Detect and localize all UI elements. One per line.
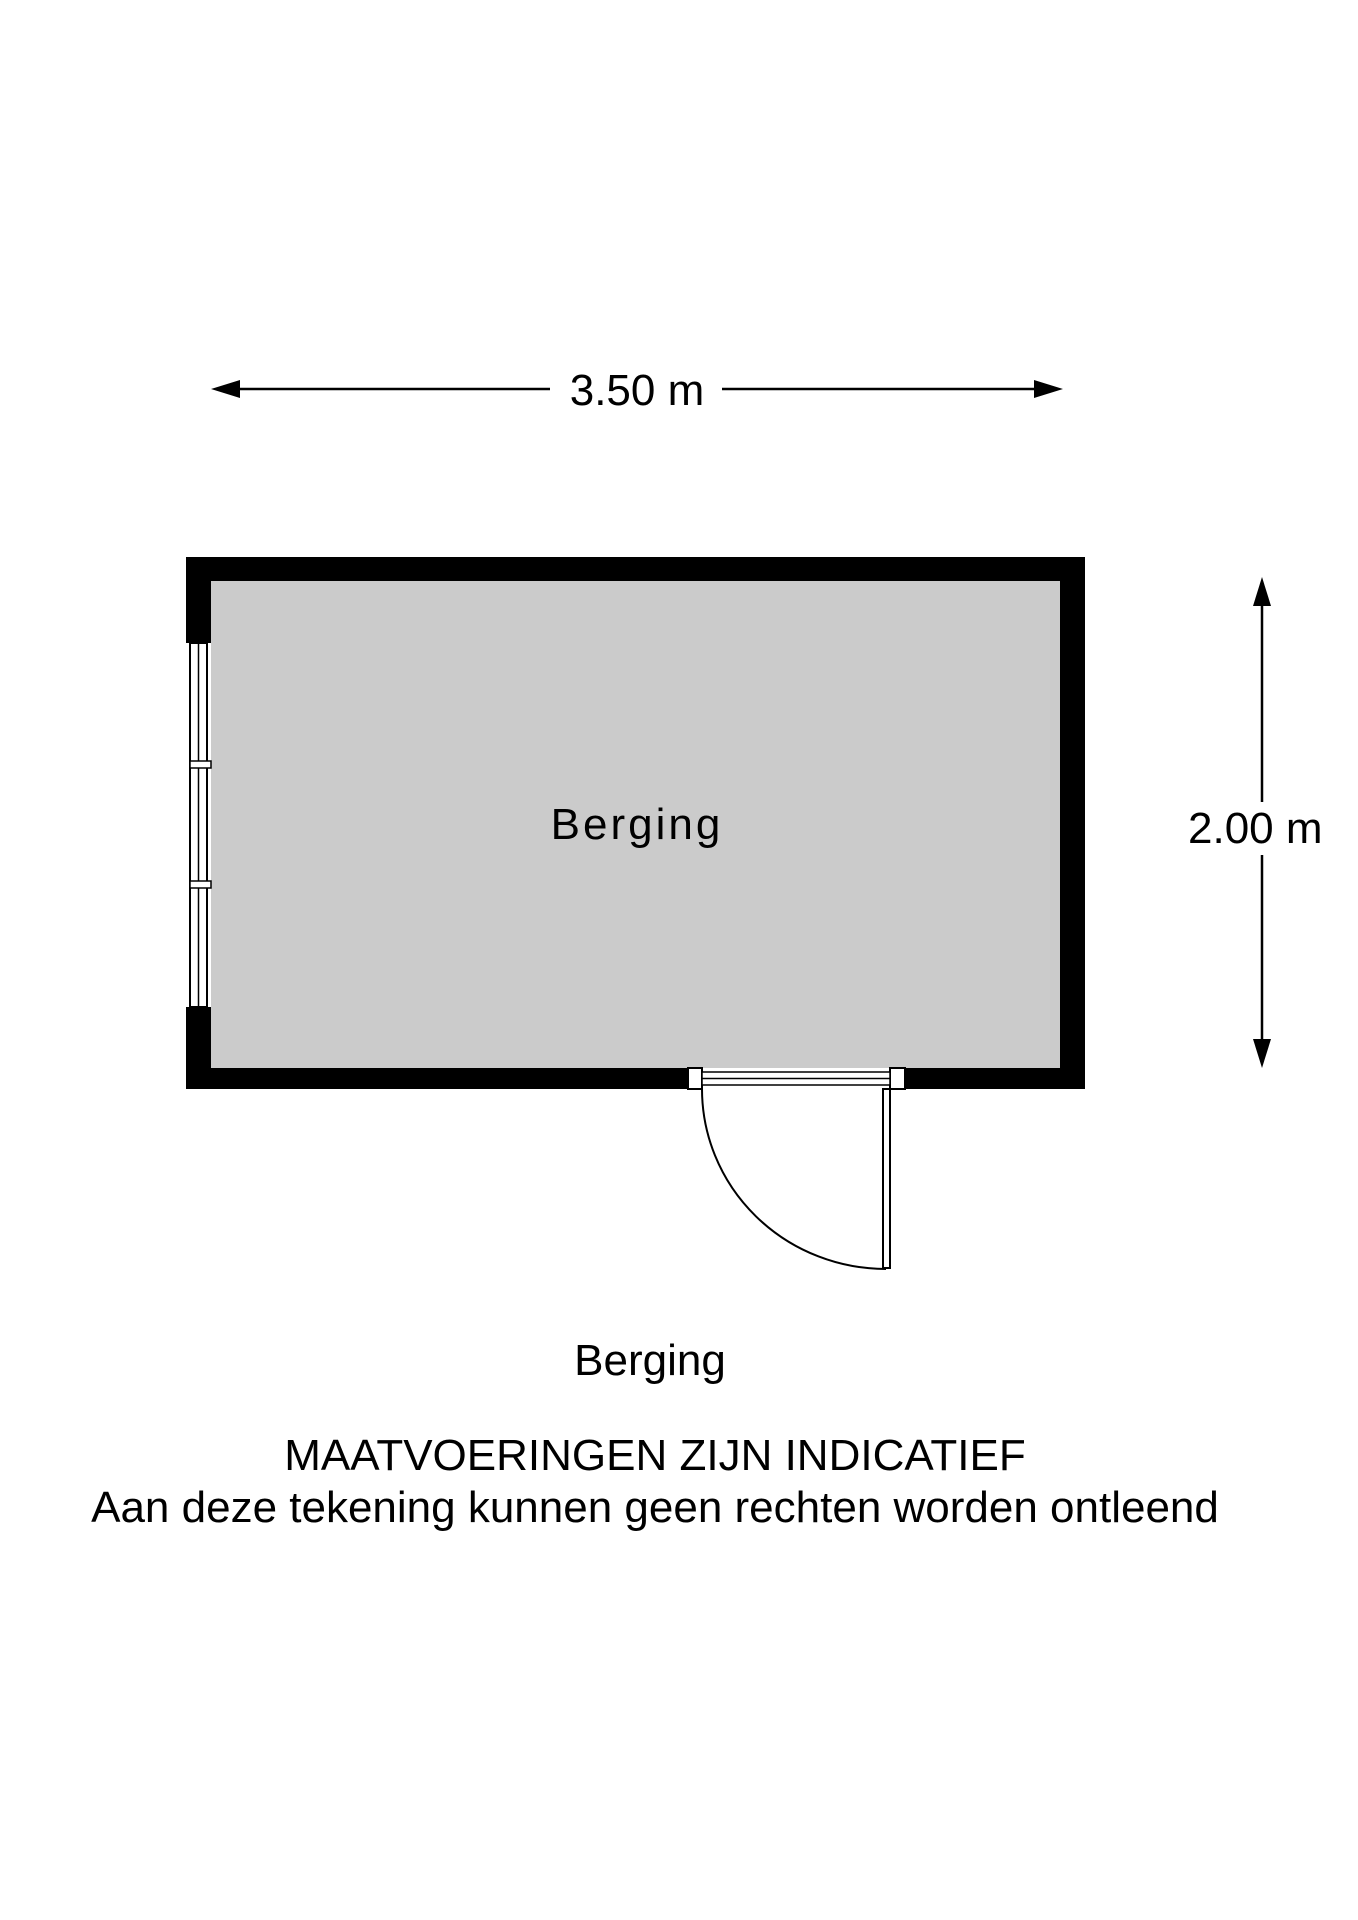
height-dimension-label: 2.00 m (1188, 804, 1323, 853)
arrow-right-icon (1034, 380, 1063, 398)
width-dimension (211, 366, 1063, 415)
wall-left-top (186, 557, 211, 643)
wall-top (186, 557, 1085, 581)
door-leaf (883, 1089, 890, 1268)
width-dimension-label: 3.50 m (569, 366, 705, 415)
arrow-left-icon (211, 380, 240, 398)
arrow-down-icon (1253, 1039, 1271, 1068)
door-swing-arc (702, 1089, 886, 1269)
wall-right (1060, 557, 1085, 1089)
door (688, 1068, 905, 1269)
door-frame-left (688, 1068, 702, 1089)
wall-bottom-right (905, 1068, 1060, 1089)
arrow-up-icon (1253, 577, 1271, 606)
room-label: Berging (550, 800, 724, 849)
height-dimension (1188, 577, 1323, 1068)
disclaimer-line-1: MAATVOERINGEN ZIJN INDICATIEF (284, 1431, 1026, 1480)
window-left (190, 643, 211, 1007)
floor-name: Berging (574, 1336, 726, 1385)
disclaimer-line-2: Aan deze tekening kunnen geen rechten worden ontleend (91, 1483, 1219, 1532)
wall-bottom-left (186, 1068, 688, 1089)
wall-left-bottom (186, 1007, 211, 1089)
door-frame-right (890, 1068, 905, 1089)
disclaimer (0, 1430, 1310, 1534)
